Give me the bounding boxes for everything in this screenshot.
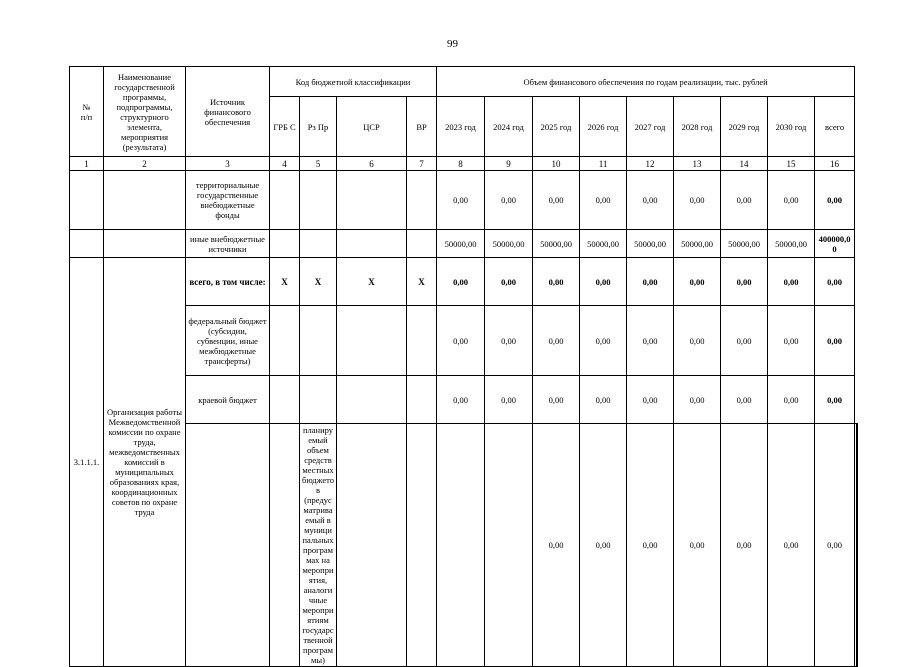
rzpr-cell bbox=[300, 171, 337, 230]
rzpr-cell bbox=[300, 230, 337, 258]
value-cell: 0,00 bbox=[533, 376, 580, 424]
budget-table bbox=[69, 66, 858, 667]
col-number: 12 bbox=[627, 157, 674, 171]
vr-cell bbox=[407, 376, 437, 424]
col-number: 11 bbox=[580, 157, 627, 171]
source-cell: территориальные государственные внебюджетные фонды bbox=[186, 171, 270, 230]
value-cell: 0,00 bbox=[768, 376, 815, 424]
header-name: Наименование государственной программы, подпрограммы, структурного элемента, мероприятия (результата) bbox=[104, 67, 186, 157]
value-cell: 50000,00 bbox=[627, 230, 674, 258]
table-row bbox=[70, 258, 858, 306]
value-cell: 0,00 bbox=[627, 424, 674, 667]
table-row bbox=[70, 171, 858, 230]
value-cell: 0,00 bbox=[674, 258, 721, 306]
value-cell: 0,00 bbox=[674, 306, 721, 376]
header-year-2025: 2025 год bbox=[533, 97, 580, 157]
csr-cell: X bbox=[337, 258, 407, 306]
header-code-group: Код бюджетной классификации bbox=[270, 67, 437, 97]
value-cell: 0,00 bbox=[721, 171, 768, 230]
header-total: всего bbox=[815, 97, 855, 157]
value-cell: 0,00 bbox=[815, 424, 855, 667]
col-number: 4 bbox=[270, 157, 300, 171]
value-cell: 0,00 bbox=[674, 171, 721, 230]
value-cell: 0,00 bbox=[721, 424, 768, 667]
vr-cell bbox=[407, 171, 437, 230]
value-cell: 0,00 bbox=[485, 376, 533, 424]
header-vr: ВР bbox=[407, 97, 437, 157]
name-cell bbox=[104, 171, 186, 230]
grbs-cell: X bbox=[270, 258, 300, 306]
grbs-cell bbox=[270, 306, 300, 376]
value-cell: 0,00 bbox=[485, 306, 533, 376]
value-cell: 0,00 bbox=[768, 306, 815, 376]
value-cell: 0,00 bbox=[580, 376, 627, 424]
source-cell: краевой бюджет bbox=[186, 376, 270, 424]
value-cell: 50000,00 bbox=[674, 230, 721, 258]
value-cell: 0,00 bbox=[485, 171, 533, 230]
value-cell: 0,00 bbox=[533, 306, 580, 376]
csr-cell bbox=[337, 376, 407, 424]
num-cell bbox=[70, 230, 104, 258]
header-year-2024: 2024 год bbox=[485, 97, 533, 157]
col-number: 9 bbox=[485, 157, 533, 171]
vr-cell bbox=[407, 230, 437, 258]
header-year-2030: 2030 год bbox=[768, 97, 815, 157]
source-cell: федеральный бюджет (субсидии, субвенции, иные межбюджетные трансферты) bbox=[186, 306, 270, 376]
value-cell: 0,00 bbox=[768, 258, 815, 306]
name-cell bbox=[104, 230, 186, 258]
rzpr-cell: X bbox=[300, 258, 337, 306]
source-cell: иные внебюджетные источники bbox=[186, 230, 270, 258]
csr-cell bbox=[337, 171, 407, 230]
name-cell bbox=[270, 424, 300, 667]
table-row bbox=[70, 306, 858, 376]
col-number: 14 bbox=[721, 157, 768, 171]
header-volume-group: Объем финансового обеспечения по годам реализации, тыс. рублей bbox=[437, 67, 855, 97]
value-cell: 0,00 bbox=[627, 171, 674, 230]
header-num: № п/п bbox=[70, 67, 104, 157]
col-number: 7 bbox=[407, 157, 437, 171]
grbs-cell bbox=[270, 376, 300, 424]
rzpr-cell bbox=[300, 306, 337, 376]
csr-cell bbox=[437, 424, 485, 667]
header-year-2028: 2028 год bbox=[674, 97, 721, 157]
total-cell: 0,00 bbox=[815, 258, 855, 306]
total-cell: 0,00 bbox=[815, 171, 855, 230]
col-number: 13 bbox=[674, 157, 721, 171]
grbs-cell bbox=[270, 171, 300, 230]
value-cell: 0,00 bbox=[768, 171, 815, 230]
col-number: 8 bbox=[437, 157, 485, 171]
value-cell: 0,00 bbox=[627, 306, 674, 376]
value-cell: 50000,00 bbox=[768, 230, 815, 258]
header-year-2023: 2023 год bbox=[437, 97, 485, 157]
csr-cell bbox=[337, 230, 407, 258]
value-cell: 50000,00 bbox=[485, 230, 533, 258]
value-cell: 0,00 bbox=[721, 306, 768, 376]
table-row bbox=[70, 376, 858, 424]
vr-cell bbox=[407, 306, 437, 376]
rzpr-cell bbox=[407, 424, 437, 667]
value-cell: 0,00 bbox=[533, 171, 580, 230]
num-cell bbox=[186, 424, 270, 667]
value-cell: 0,00 bbox=[437, 171, 485, 230]
value-cell: 50000,00 bbox=[580, 230, 627, 258]
item-number: 3.1.1.1. bbox=[70, 258, 104, 667]
value-cell: 0,00 bbox=[437, 306, 485, 376]
value-cell: 50000,00 bbox=[437, 230, 485, 258]
grbs-cell bbox=[337, 424, 407, 667]
col-number: 5 bbox=[300, 157, 337, 171]
header-year-2029: 2029 год bbox=[721, 97, 768, 157]
col-number: 2 bbox=[104, 157, 186, 171]
total-cell bbox=[856, 424, 857, 667]
header-source: Источник финансового обеспечения bbox=[186, 67, 270, 157]
csr-cell bbox=[337, 306, 407, 376]
value-cell: 0,00 bbox=[627, 258, 674, 306]
num-cell bbox=[70, 171, 104, 230]
col-number: 3 bbox=[186, 157, 270, 171]
value-cell: 0,00 bbox=[533, 258, 580, 306]
header-year-2026: 2026 год bbox=[580, 97, 627, 157]
page-number: 99 bbox=[447, 38, 458, 50]
value-cell: 0,00 bbox=[721, 258, 768, 306]
value-cell: 0,00 bbox=[721, 376, 768, 424]
source-cell: всего, в том числе: bbox=[186, 258, 270, 306]
col-number: 16 bbox=[815, 157, 855, 171]
value-cell: 0,00 bbox=[580, 171, 627, 230]
value-cell: 0,00 bbox=[533, 424, 580, 667]
item-name: Организация работы Межведомственной комиссии по охране труда, межведомственных комиссий в муниципальных образованиях края, координационных советов по охране труда bbox=[104, 258, 186, 667]
total-cell: 0,00 bbox=[815, 376, 855, 424]
header-grbs: ГРБ С bbox=[270, 97, 300, 157]
grbs-cell bbox=[270, 230, 300, 258]
total-cell: 400000,00 bbox=[815, 230, 855, 258]
col-number: 6 bbox=[337, 157, 407, 171]
value-cell: 0,00 bbox=[674, 376, 721, 424]
rzpr-cell bbox=[300, 376, 337, 424]
value-cell: 0,00 bbox=[485, 258, 533, 306]
col-number: 10 bbox=[533, 157, 580, 171]
col-number: 1 bbox=[70, 157, 104, 171]
header-rzpr: Рз Пр bbox=[300, 97, 337, 157]
value-cell: 0,00 bbox=[580, 424, 627, 667]
vr-cell: X bbox=[407, 258, 437, 306]
value-cell: 50000,00 bbox=[721, 230, 768, 258]
value-cell: 0,00 bbox=[580, 258, 627, 306]
header-year-2027: 2027 год bbox=[627, 97, 674, 157]
header-csr: ЦСР bbox=[337, 97, 407, 157]
value-cell: 0,00 bbox=[437, 376, 485, 424]
value-cell: 0,00 bbox=[627, 376, 674, 424]
value-cell: 0,00 bbox=[674, 424, 721, 667]
total-cell: 0,00 bbox=[815, 306, 855, 376]
value-cell: 0,00 bbox=[437, 258, 485, 306]
vr-cell bbox=[485, 424, 533, 667]
table-row bbox=[70, 424, 858, 667]
table-row bbox=[70, 230, 858, 258]
value-cell: 0,00 bbox=[580, 306, 627, 376]
source-cell: планируемый объем средств местных бюджетов (предусматриваемый в муниципальных программах на мероприятия, аналогичные мероприятиям государственной программы) bbox=[300, 424, 337, 667]
value-cell: 0,00 bbox=[768, 424, 815, 667]
col-number: 15 bbox=[768, 157, 815, 171]
value-cell: 50000,00 bbox=[533, 230, 580, 258]
